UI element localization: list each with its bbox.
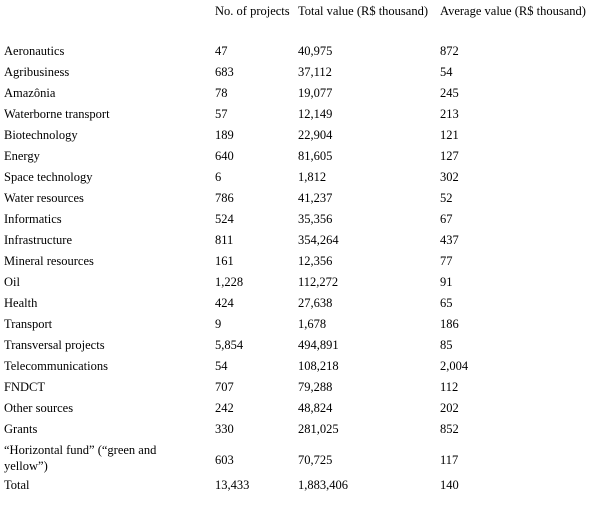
average-value-cell: 77 [440, 254, 453, 268]
total-value-cell: 1,812 [298, 170, 327, 184]
sector-cell: Telecommunications [4, 359, 108, 373]
average-value-cell: 245 [440, 86, 459, 100]
sector-cell: Biotechnology [4, 128, 78, 142]
average-value-cell: 121 [440, 128, 459, 142]
sector-cell: Aeronautics [4, 44, 65, 58]
table-row [4, 295, 590, 316]
total-value-cell: 354,264 [298, 233, 339, 247]
total-value-cell: 41,237 [298, 191, 333, 205]
total-value-cell: 70,725 [298, 452, 333, 467]
average-value-cell: 85 [440, 338, 453, 352]
average-value-cell: 2,004 [440, 359, 469, 373]
header-average-value: Average value (R$ thousand) [440, 4, 586, 18]
header-total-value: Total value (R$ thousand) [298, 4, 428, 18]
average-value-cell: 213 [440, 107, 459, 121]
average-value-cell: 117 [440, 452, 459, 467]
total-value-cell: 79,288 [298, 380, 333, 394]
total-value-cell: 112,272 [298, 275, 339, 289]
table-row [4, 148, 590, 169]
table-row [4, 169, 590, 190]
sector-cell: Total [4, 478, 30, 492]
header-projects: No. of projects [215, 4, 290, 18]
projects-cell: 78 [215, 86, 228, 100]
data-table [4, 3, 590, 498]
total-value-cell: 19,077 [298, 86, 333, 100]
average-value-cell: 202 [440, 401, 459, 415]
projects-cell: 9 [215, 317, 222, 331]
projects-cell: 13,433 [215, 478, 250, 492]
total-value-cell: 40,975 [298, 44, 333, 58]
average-value-cell: 437 [440, 233, 459, 247]
average-value-cell: 127 [440, 149, 459, 163]
sector-cell: Oil [4, 275, 20, 289]
total-value-cell: 12,149 [298, 107, 333, 121]
sector-cell: Grants [4, 422, 38, 436]
total-value-cell: 108,218 [298, 359, 339, 373]
table-row [4, 337, 590, 358]
total-value-cell: 37,112 [298, 65, 332, 79]
total-value-cell: 48,824 [298, 401, 333, 415]
table-body [4, 43, 590, 498]
sector-cell: Infrastructure [4, 233, 73, 247]
table-row [4, 232, 590, 253]
total-value-cell: 1,883,406 [298, 478, 348, 492]
average-value-cell: 65 [440, 296, 453, 310]
total-value-cell: 1,678 [298, 317, 327, 331]
projects-cell: 242 [215, 401, 234, 415]
total-value-cell: 12,356 [298, 254, 333, 268]
projects-cell: 189 [215, 128, 234, 142]
sector-label: “Horizontal fund” (“green and yellow”) [4, 443, 157, 473]
table-row [4, 379, 590, 400]
table-row [4, 274, 590, 295]
table-row [4, 106, 590, 127]
average-value-cell: 852 [440, 422, 459, 436]
sector-cell: Energy [4, 149, 40, 163]
projects-cell: 57 [215, 107, 228, 121]
table-row [4, 400, 590, 421]
sector-cell: Agribusiness [4, 65, 70, 79]
sector-cell: Mineral resources [4, 254, 94, 268]
sector-cell: Transversal projects [4, 338, 105, 352]
average-value-cell: 302 [440, 170, 459, 184]
sector-cell: Informatics [4, 212, 62, 226]
average-value-cell: 872 [440, 44, 459, 58]
projects-cell: 786 [215, 191, 234, 205]
projects-cell: 707 [215, 380, 234, 394]
projects-cell: 161 [215, 254, 234, 268]
table-row [4, 442, 590, 477]
projects-cell: 47 [215, 44, 228, 58]
total-value-cell: 494,891 [298, 338, 339, 352]
projects-cell: 5,854 [215, 338, 244, 352]
total-row [4, 477, 590, 498]
header-sector [4, 3, 215, 43]
total-value-cell: 22,904 [298, 128, 333, 142]
sector-cell: Space technology [4, 170, 93, 184]
average-value-cell: 67 [440, 212, 453, 226]
table-row [4, 190, 590, 211]
average-value-cell: 186 [440, 317, 459, 331]
average-value-cell: 140 [440, 478, 459, 492]
header-row [4, 3, 590, 43]
total-value-cell: 281,025 [298, 422, 339, 436]
sector-cell: Water resources [4, 191, 84, 205]
table-row [4, 253, 590, 274]
average-value-cell: 52 [440, 191, 453, 205]
projects-cell: 424 [215, 296, 234, 310]
sector-cell: FNDCT [4, 380, 45, 394]
table-row [4, 316, 590, 337]
total-value-cell: 27,638 [298, 296, 333, 310]
average-value-cell: 112 [440, 380, 459, 394]
average-value-cell: 91 [440, 275, 453, 289]
sector-cell [4, 442, 215, 477]
table-row [4, 421, 590, 442]
table-row [4, 85, 590, 106]
total-value-cell: 35,356 [298, 212, 333, 226]
projects-cell: 811 [215, 233, 234, 247]
sector-cell: Transport [4, 317, 53, 331]
table-row [4, 127, 590, 148]
table-row [4, 64, 590, 85]
projects-cell: 640 [215, 149, 234, 163]
projects-cell: 1,228 [215, 275, 244, 289]
projects-cell: 524 [215, 212, 234, 226]
projects-cell: 603 [215, 452, 234, 467]
projects-cell: 330 [215, 422, 234, 436]
table-row [4, 43, 590, 64]
table-row [4, 358, 590, 379]
sector-cell: Amazônia [4, 86, 56, 100]
projects-cell: 683 [215, 65, 234, 79]
projects-cell: 54 [215, 359, 228, 373]
table-row [4, 211, 590, 232]
sector-cell: Health [4, 296, 38, 310]
projects-cell: 6 [215, 170, 222, 184]
total-value-cell: 81,605 [298, 149, 333, 163]
sector-cell: Waterborne transport [4, 107, 110, 121]
average-value-cell: 54 [440, 65, 453, 79]
sector-cell: Other sources [4, 401, 74, 415]
